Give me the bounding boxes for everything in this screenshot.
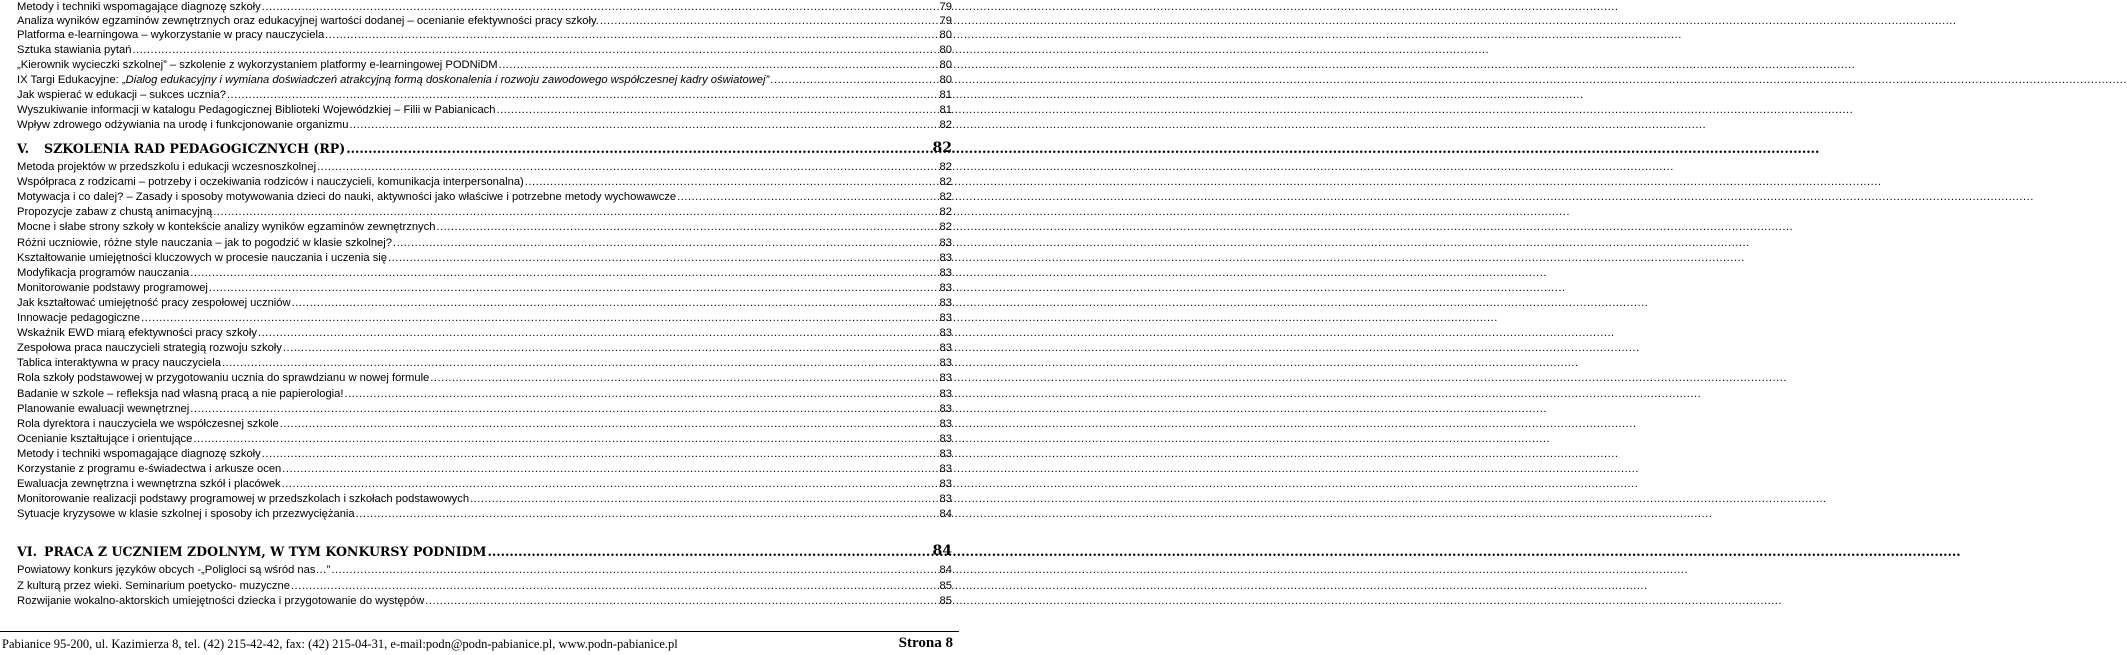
dot-leader bbox=[499, 58, 939, 72]
section-heading-vi[interactable] bbox=[17, 542, 952, 560]
toc-entry[interactable] bbox=[17, 561, 952, 577]
dot-leader bbox=[258, 326, 939, 340]
toc-entry[interactable] bbox=[17, 56, 952, 72]
toc-entry-title: „Kierownik wycieczki szkolnej” – szkolenie z wykorzystaniem platformy e-learningowej PODNiDM bbox=[17, 59, 498, 71]
toc-entry[interactable] bbox=[17, 86, 952, 102]
toc-entry[interactable] bbox=[17, 116, 952, 132]
toc-entry-page: 83 bbox=[939, 266, 952, 279]
toc-entry-title: Tablica interaktywna w pracy nauczyciela bbox=[17, 357, 221, 370]
toc-entry-title: Rola szkoły podstawowej w przygotowaniu ucznia do sprawdzianu w nowej formule bbox=[17, 372, 430, 385]
toc-entry-title: Metody i techniki wspomagające diagnozę szkoły bbox=[17, 447, 261, 460]
dot-leader bbox=[425, 594, 938, 608]
dot-leader bbox=[436, 220, 938, 234]
dot-leader bbox=[346, 140, 931, 157]
toc-entry-title bbox=[17, 73, 769, 87]
toc-entry-page: 79 bbox=[939, 1, 952, 13]
dot-leader bbox=[770, 73, 938, 87]
toc-entry[interactable] bbox=[17, 460, 952, 476]
toc-entry[interactable] bbox=[17, 369, 952, 385]
toc-entry-title: Analiza wyników egzaminów zewnętrznych oraz edukacyjnej wartości dodanej – ocenianie efektywności pracy szkoły. bbox=[17, 15, 599, 27]
toc-entry-title: Jak kształtować umiejętność pracy zespołowej uczniów bbox=[17, 296, 291, 309]
toc-entry-title: Wskaźnik EWD miarą efektywności pracy szkoły bbox=[17, 327, 257, 340]
toc-entry-title: Mocne i słabe strony szkoły w kontekście analizy wyników egzaminów zewnętrznych bbox=[17, 221, 436, 234]
dot-leader bbox=[388, 251, 939, 265]
toc-entry-page: 79 bbox=[939, 15, 952, 27]
toc-entry-title: Korzystanie z programu e-świadectwa i arkusze ocen bbox=[17, 463, 282, 475]
toc-entry-title: Metoda projektów w przedszkolu i edukacji wczesnoszkolnej bbox=[17, 161, 317, 173]
footer-page-number: Strona 8 bbox=[898, 635, 953, 651]
toc-entry-page: 83 bbox=[939, 417, 952, 430]
toc-entry[interactable] bbox=[17, 400, 952, 416]
dot-leader bbox=[283, 341, 939, 355]
toc-entry-page: 81 bbox=[939, 104, 952, 116]
toc-entry-title: Motywacja i co dalej? – Zasady i sposoby motywowania dzieci do nauki, aktywności jako właściwe i potrzebne metody wychowawcze bbox=[17, 191, 677, 204]
toc-entry-page: 80 bbox=[939, 74, 952, 86]
toc-entry-page: 80 bbox=[939, 44, 952, 56]
toc-entry[interactable] bbox=[17, 279, 952, 295]
toc-entry[interactable] bbox=[17, 218, 952, 234]
toc-entry-title: Jak wspierać w edukacji – sukces ucznia? bbox=[17, 89, 226, 101]
section-number: V. bbox=[17, 141, 29, 156]
footer-divider bbox=[0, 631, 959, 632]
toc-entry-title: Wpływ zdrowego odżywiania na urodę i funkcjonowanie organizmu bbox=[17, 119, 349, 131]
toc-entry-page: 80 bbox=[939, 59, 952, 71]
toc-page bbox=[0, 0, 959, 655]
dot-leader bbox=[317, 160, 938, 174]
toc-entry[interactable] bbox=[17, 203, 952, 219]
toc-entry-page: 81 bbox=[939, 89, 952, 101]
dot-leader bbox=[356, 507, 939, 521]
dot-leader bbox=[190, 402, 938, 416]
dot-leader bbox=[345, 387, 939, 401]
dot-leader bbox=[262, 447, 939, 461]
toc-entry-title: Platforma e-learningowa – wykorzystanie w pracy nauczyciela bbox=[17, 29, 325, 41]
toc-entry-title: Rola dyrektora i nauczyciela we współczesnej szkole bbox=[17, 417, 279, 430]
toc-entry-title: Innowacje pedagogiczne bbox=[17, 312, 141, 324]
dot-leader bbox=[280, 417, 939, 431]
toc-entry-page: 85 bbox=[939, 579, 952, 592]
toc-entry-title: Sztuka stawiania pytań bbox=[17, 44, 132, 56]
toc-entry[interactable] bbox=[17, 415, 952, 431]
dot-leader bbox=[282, 462, 938, 476]
toc-entry-title: Zespołowa praca nauczycieli strategią rozwoju szkoły bbox=[17, 342, 282, 355]
toc-entry[interactable] bbox=[17, 41, 952, 57]
toc-entry[interactable] bbox=[17, 234, 952, 250]
toc-entry[interactable] bbox=[17, 188, 952, 204]
toc-entry[interactable] bbox=[17, 249, 952, 265]
dot-leader bbox=[393, 236, 939, 250]
toc-entry-title: Wyszukiwanie informacji w katalogu Pedagogicznej Biblioteki Wojewódzkiej – Filii w Pabianicach bbox=[17, 104, 496, 116]
toc-entry-title: Sytuacje kryzysowe w klasie szkolnej i sposoby ich przezwyciężania bbox=[17, 508, 355, 521]
toc-entry-page: 83 bbox=[939, 478, 952, 491]
toc-entry-page: 83 bbox=[939, 327, 952, 340]
toc-entry-title-italic: Dialog edukacyjny i wymiana doświadczeń atrakcyjną formą doskonalenia i rozwoju zawodowego współczesnej kadry oświatowej” bbox=[125, 74, 770, 86]
toc-entry[interactable] bbox=[17, 577, 952, 593]
dot-leader bbox=[227, 88, 939, 102]
toc-entry-title: Rozwijanie wokalno-aktorskich umiejętności dziecka i przygotowanie do występów bbox=[17, 595, 425, 607]
toc-entry-title: Współpraca z rodzicami – potrzeby i oczekiwania rodziców i nauczycieli, komunikacja interpersonalna) bbox=[17, 176, 524, 189]
toc-entry-title: Z kulturą przez wieki. Seminarium poetycko- muzyczne bbox=[17, 579, 290, 592]
section-page: 82 bbox=[932, 140, 952, 156]
toc-entry[interactable] bbox=[17, 264, 952, 280]
section-number: VI. bbox=[17, 544, 38, 559]
toc-entry[interactable] bbox=[17, 173, 952, 189]
toc-entry[interactable] bbox=[17, 101, 952, 117]
toc-entry-page: 83 bbox=[939, 342, 952, 355]
toc-entry[interactable] bbox=[17, 158, 952, 174]
toc-entry-page: 83 bbox=[939, 312, 952, 324]
dot-leader bbox=[282, 477, 939, 491]
toc-entry[interactable] bbox=[17, 505, 952, 521]
dot-leader bbox=[430, 371, 938, 385]
toc-entry-page: 82 bbox=[939, 221, 952, 234]
toc-entry-title: Różni uczniowie, różne style nauczania – jak to pogodzić w klasie szkolnej? bbox=[17, 236, 392, 249]
toc-entry-title: Metody i techniki wspomagające diagnozę szkoły bbox=[17, 1, 261, 13]
dot-leader bbox=[222, 356, 939, 370]
dot-leader bbox=[349, 118, 938, 132]
section-page: 84 bbox=[932, 543, 952, 559]
dot-leader bbox=[193, 432, 938, 446]
toc-entry-page: 84 bbox=[939, 564, 952, 576]
toc-entry[interactable] bbox=[17, 445, 952, 461]
toc-entry-page: 82 bbox=[939, 176, 952, 189]
dot-leader bbox=[331, 563, 938, 577]
toc-entry-page: 83 bbox=[939, 251, 952, 264]
toc-entry[interactable] bbox=[17, 430, 952, 446]
toc-entry-title-plain: IX Targi Edukacyjne: „ bbox=[17, 74, 126, 86]
toc-entry-page: 84 bbox=[939, 508, 952, 521]
toc-entry-title: Ocenianie kształtujące i orientujące bbox=[17, 432, 193, 445]
toc-entry[interactable] bbox=[17, 475, 952, 491]
toc-entry-page: 85 bbox=[939, 595, 952, 607]
toc-entry[interactable] bbox=[17, 354, 952, 370]
dot-leader bbox=[325, 28, 938, 42]
footer-address: Pabianice 95-200, ul. Kazimierza 8, tel. (42) 215-42-42, fax: (42) 215-04-31, e-mail:podn@podn-pabianice.pl, www.podn-pabianice.pl bbox=[2, 637, 678, 651]
toc-entry-title: Monitorowanie podstawy programowej bbox=[17, 281, 208, 294]
section-title: PRACA Z UCZNIEM ZDOLNYM, W TYM KONKURSY PODNIDM bbox=[44, 544, 487, 559]
dot-leader bbox=[291, 579, 939, 593]
dot-leader bbox=[292, 296, 939, 310]
toc-entry-page: 82 bbox=[939, 191, 952, 204]
toc-entry-page: 83 bbox=[939, 236, 952, 249]
toc-entry-page: 83 bbox=[939, 432, 952, 445]
section-title: SZKOLENIA RAD PEDAGOGICZNYCH (RP) bbox=[44, 141, 346, 156]
toc-entry[interactable] bbox=[17, 385, 952, 401]
dot-leader bbox=[132, 43, 938, 57]
toc-entry-page: 83 bbox=[939, 296, 952, 309]
toc-entry-page: 83 bbox=[939, 357, 952, 370]
toc-entry[interactable] bbox=[17, 324, 952, 340]
toc-entry[interactable] bbox=[17, 26, 952, 42]
toc-entry-title: Powiatowy konkurs języków obcych -„Poligloci są wśród nas…” bbox=[17, 564, 331, 576]
toc-entry[interactable] bbox=[17, 71, 952, 87]
dot-leader bbox=[213, 205, 938, 219]
toc-entry-page: 83 bbox=[939, 447, 952, 460]
toc-entry-title: Kształtowanie umiejętności kluczowych w procesie nauczania i uczenia się bbox=[17, 251, 387, 264]
toc-entry[interactable] bbox=[17, 294, 952, 310]
toc-entry-page: 83 bbox=[939, 372, 952, 385]
toc-entry-page: 83 bbox=[939, 493, 952, 506]
toc-entry-title: Badanie w szkole – refleksja nad własną pracą a nie papierologia! bbox=[17, 387, 344, 400]
dot-leader bbox=[470, 492, 938, 506]
toc-entry-title: Propozycje zabaw z chustą animacyjną bbox=[17, 206, 213, 219]
dot-leader bbox=[141, 311, 938, 325]
toc-entry-page: 83 bbox=[939, 387, 952, 400]
toc-entry[interactable] bbox=[17, 490, 952, 506]
toc-entry[interactable] bbox=[17, 592, 952, 608]
toc-entry-page: 82 bbox=[939, 161, 952, 173]
toc-entry-page: 80 bbox=[939, 29, 952, 41]
toc-entry-title: Monitorowanie realizacji podstawy programowej w przedszkolach i szkołach podstawowych bbox=[17, 493, 470, 506]
toc-entry[interactable] bbox=[17, 309, 952, 325]
page-footer bbox=[0, 635, 959, 653]
toc-entry-page: 83 bbox=[939, 463, 952, 475]
toc-entry-page: 83 bbox=[939, 402, 952, 415]
section-heading-v[interactable] bbox=[17, 139, 952, 157]
toc-entry-page: 82 bbox=[939, 206, 952, 219]
toc-entry-title: Planowanie ewaluacji wewnętrznej bbox=[17, 402, 190, 415]
toc-entry-title: Modyfikacja programów nauczania bbox=[17, 266, 190, 279]
toc-entry-page: 82 bbox=[939, 119, 952, 131]
dot-leader bbox=[209, 281, 939, 295]
toc-entry-title: Ewaluacja zewnętrzna i wewnętrzna szkół i placówek bbox=[17, 478, 281, 491]
dot-leader bbox=[487, 543, 931, 560]
dot-leader bbox=[677, 190, 938, 204]
dot-leader bbox=[190, 266, 938, 280]
dot-leader bbox=[525, 175, 939, 189]
toc-entry-page: 83 bbox=[939, 281, 952, 294]
toc-entry[interactable] bbox=[17, 339, 952, 355]
dot-leader bbox=[497, 103, 939, 117]
